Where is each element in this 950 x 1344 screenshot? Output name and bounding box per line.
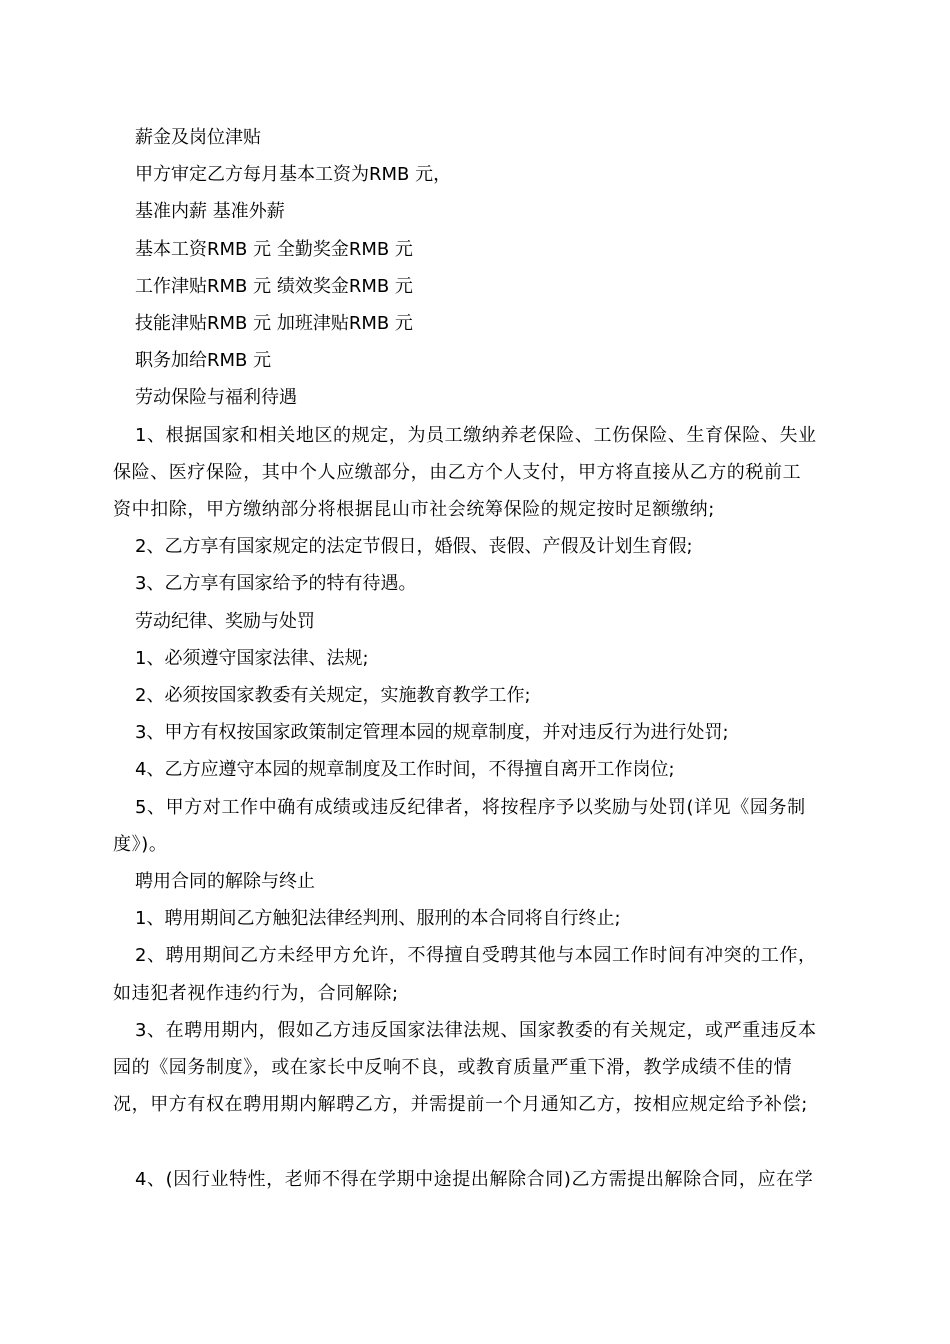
paragraph-line: 资中扣除，甲方缴纳部分将根据昆山市社会统筹保险的规定按时足额缴纳;: [113, 499, 715, 521]
paragraph-line: 职务加给RMB 元: [135, 350, 272, 372]
paragraph-line: 度》)。: [113, 833, 168, 855]
paragraph-line: 工作津贴RMB 元 绩效奖金RMB 元: [135, 275, 413, 297]
paragraph-line: 况，甲方有权在聘用期内解聘乙方，并需提前一个月通知乙方，按相应规定给予补偿;: [113, 1094, 808, 1116]
section-heading-discipline: 劳动纪律、奖励与处罚: [135, 610, 315, 632]
paragraph-line: 1、必须遵守国家法律、法规;: [135, 647, 369, 669]
paragraph-line: 2、必须按国家教委有关规定，实施教育教学工作;: [135, 685, 531, 707]
paragraph-line: 如违犯者视作违约行为，合同解除;: [113, 982, 399, 1004]
paragraph-line: 技能津贴RMB 元 加班津贴RMB 元: [135, 313, 413, 335]
paragraph-line: 5、甲方对工作中确有成绩或违反纪律者，将按程序予以奖励与处罚(详见《园务制: [135, 796, 806, 818]
paragraph-line: 3、甲方有权按国家政策制定管理本园的规章制度，并对违反行为进行处罚;: [135, 722, 729, 744]
section-heading-insurance: 劳动保险与福利待遇: [135, 387, 297, 409]
paragraph-line: 保险、医疗保险，其中个人应缴部分，由乙方个人支付，甲方将直接从乙方的税前工: [113, 461, 802, 483]
paragraph-line: 3、在聘用期内，假如乙方违反国家法律法规、国家教委的有关规定，或严重违反本: [135, 1019, 817, 1041]
paragraph-line: 基本工资RMB 元 全勤奖金RMB 元: [135, 238, 413, 260]
paragraph-line: 1、聘用期间乙方触犯法律经判刑、服刑的本合同将自行终止;: [135, 908, 621, 930]
paragraph-gap: [113, 1123, 841, 1161]
contract-text: [113, 119, 841, 1199]
paragraph-line: 4、(因行业特性，老师不得在学期中途提出解除合同)乙方需提出解除合同，应在学: [135, 1169, 814, 1191]
paragraph-line: 4、乙方应遵守本园的规章制度及工作时间，不得擅自离开工作岗位;: [135, 759, 675, 781]
paragraph-line: 基准内薪 基准外薪: [135, 201, 285, 223]
section-heading-salary: 薪金及岗位津贴: [135, 127, 261, 148]
paragraph-line: 3、乙方享有国家给予的特有待遇。: [135, 573, 417, 595]
paragraph-line: 2、聘用期间乙方未经甲方允许，不得擅自受聘其他与本园工作时间有冲突的工作，: [135, 945, 817, 967]
paragraph-line: 甲方审定乙方每月基本工资为RMB 元，: [135, 164, 452, 186]
section-heading-termination: 聘用合同的解除与终止: [135, 871, 315, 893]
paragraph-line: 园的《园务制度》，或在家长中反响不良，或教育质量严重下滑，教学成绩不佳的情: [113, 1057, 793, 1079]
paragraph-line: 1、根据国家和相关地区的规定，为员工缴纳养老保险、工伤保险、生育保险、失业: [135, 424, 817, 446]
paragraph-line: 2、乙方享有国家规定的法定节假日，婚假、丧假、产假及计划生育假;: [135, 536, 693, 558]
